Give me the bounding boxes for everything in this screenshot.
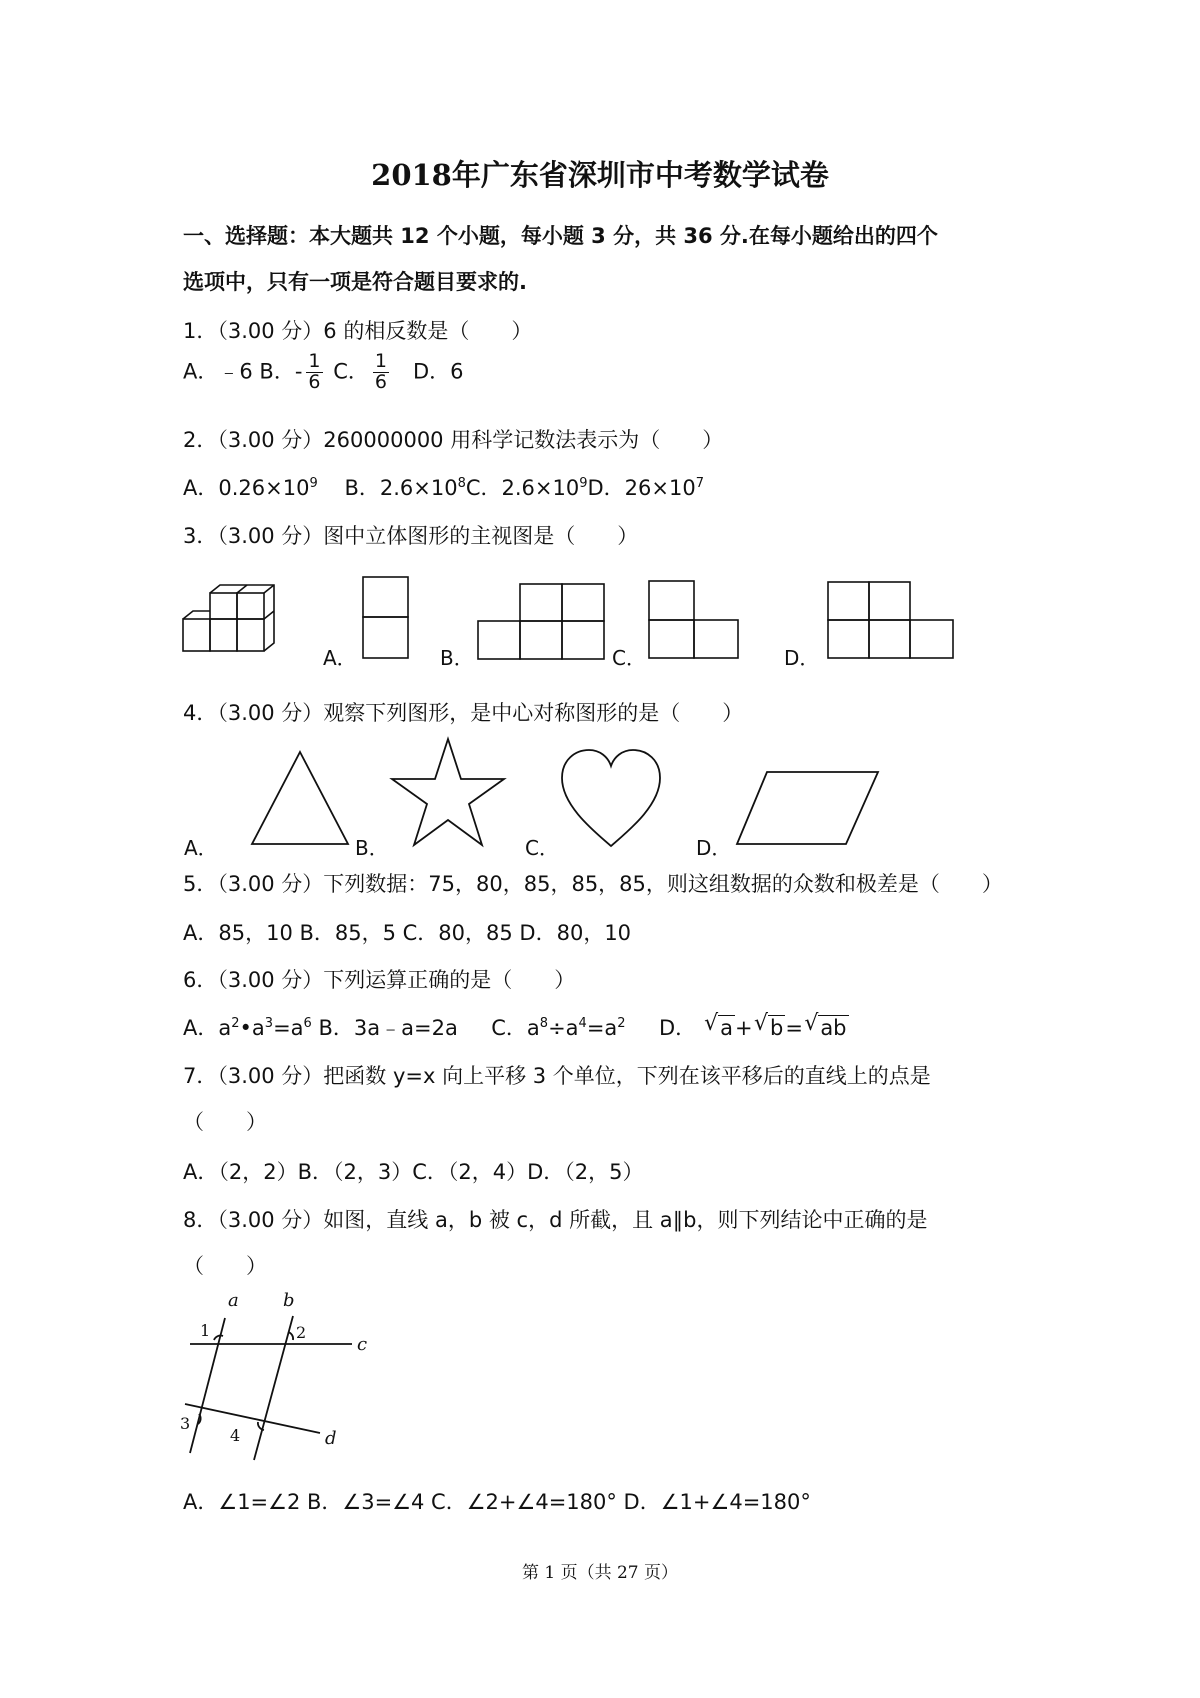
q8-stem: 8．（3.00 分）如图，直线 a，b 被 c，d 所截，且 a∥b，则下列结论中正确的是 — [183, 1208, 928, 1232]
q2-options — [183, 472, 704, 502]
q7-stem-cont: （ ） — [183, 1110, 267, 1134]
q6-c-part3: =a — [586, 1016, 618, 1040]
q2-stem: 2．（3.00 分）260000000 用科学记数法表示为（ ） — [183, 428, 724, 452]
q6-d-sqrt-b: √ b — [768, 1015, 785, 1040]
q1-option-b-fraction — [306, 352, 322, 393]
q3-option-d-label: D． — [784, 646, 820, 670]
q6-c-part1: C．a — [491, 1016, 540, 1040]
q2-option-b: B．2.6×10 — [344, 476, 458, 500]
q8-label-d: d — [325, 1428, 337, 1449]
q1-stem: 1．（3.00 分）6 的相反数是（ ） — [183, 319, 533, 343]
q8-stem-cont: （ ） — [183, 1254, 267, 1278]
q1-option-c-label: C． — [333, 359, 369, 384]
q1-option-a: A．﹣6 — [183, 359, 253, 384]
q8-line-b — [254, 1316, 293, 1460]
q4-heart-figure — [560, 748, 662, 848]
q1-option-d: D．6 — [413, 359, 464, 384]
q1-option-c-fraction — [373, 352, 389, 393]
q3-stem: 3．（3.00 分）图中立体图形的主视图是（ ） — [183, 524, 639, 548]
q6-a-part2: •a — [239, 1016, 265, 1040]
q2-option-a: A．0.26×10 — [183, 476, 310, 500]
q4-option-c-label: C． — [525, 836, 559, 860]
q1-options — [183, 352, 464, 393]
q6-option-c — [491, 1016, 625, 1040]
q1-b-denominator: 6 — [308, 370, 321, 393]
q2-option-d: D．26×10 — [587, 476, 696, 500]
q1-option-b-sign: - — [294, 359, 303, 384]
q6-d-label: D． — [658, 1016, 697, 1040]
q6-a-part1: A．a — [183, 1016, 232, 1040]
q4-option-b-label: B． — [355, 836, 389, 860]
q6-c-exp3: 2 — [617, 1016, 626, 1031]
q7-options: A．（2，2）B．（2，3）C．（2，4）D．（2，5） — [183, 1160, 644, 1184]
q6-option-a — [183, 1016, 312, 1040]
q4-triangle-figure — [250, 750, 350, 846]
q2-a-exponent: 9 — [309, 476, 318, 491]
q8-angle-2: 2 — [296, 1323, 307, 1342]
q3-option-d-figure — [827, 581, 955, 661]
q4-star-figure — [390, 737, 506, 847]
q3-solid-figure — [183, 585, 293, 655]
q3-option-c-label: C． — [612, 646, 646, 670]
q3-option-a-label: A． — [323, 646, 357, 670]
section-heading-line2: 选项中，只有一项是符合题目要求的. — [183, 270, 527, 294]
q4-parallelogram-figure — [735, 770, 880, 846]
page-title: 2018年广东省深圳市中考数学试卷 — [371, 158, 829, 192]
q8-angle-4: 4 — [230, 1426, 241, 1445]
q5-stem: 5．（3.00 分）下列数据：75，80，85，85，85，则这组数据的众数和极差是（ ） — [183, 872, 1003, 896]
q6-d-sqrt-a: √ a — [718, 1015, 735, 1040]
q6-option-b: B．3a﹣a=2a — [318, 1016, 458, 1040]
q8-label-a: a — [228, 1290, 239, 1311]
q4-option-d-label: D． — [696, 836, 732, 860]
q6-option-d — [659, 1016, 849, 1040]
q8-figure — [180, 1288, 370, 1463]
q8-angle-3: 3 — [180, 1414, 191, 1433]
q6-d-plus: + — [735, 1016, 753, 1040]
q6-c-exp2: 4 — [578, 1016, 587, 1031]
q3-option-c-figure — [648, 580, 740, 660]
q1-option-b-label: B． — [259, 359, 295, 384]
q5-options: A．85，10 B．85，5 C．80，85 D．80，10 — [183, 921, 632, 945]
q1-b-numerator: 1 — [308, 350, 321, 372]
q6-d-equals: = — [785, 1016, 803, 1040]
q6-c-part2: ÷a — [548, 1016, 579, 1040]
q8-line-d — [185, 1404, 320, 1433]
q1-c-denominator: 6 — [374, 370, 387, 393]
q2-b-exponent: 8 — [457, 476, 466, 491]
page-footer: 第 1 页（共 27 页） — [521, 1563, 679, 1583]
q4-option-a-label: A． — [184, 836, 218, 860]
q2-option-c: C．2.6×10 — [465, 476, 580, 500]
q8-label-b: b — [283, 1290, 295, 1311]
q6-a-part3: =a — [273, 1016, 304, 1040]
q3-option-b-label: B． — [440, 646, 474, 670]
q6-a-exp3: 6 — [303, 1016, 312, 1031]
q6-c-exp1: 8 — [539, 1016, 549, 1031]
q6-d-sqrt-ab: √ ab — [818, 1015, 848, 1040]
q2-c-exponent: 9 — [579, 476, 588, 491]
q6-a-exp1: 2 — [231, 1016, 240, 1031]
q8-label-c: c — [357, 1334, 368, 1355]
q3-option-b-figure — [477, 583, 605, 661]
q8-options: A．∠1=∠2 B．∠3=∠4 C．∠2+∠4=180° D．∠1+∠4=180° — [183, 1490, 811, 1514]
q4-stem: 4．（3.00 分）观察下列图形，是中心对称图形的是（ ） — [183, 701, 744, 725]
section-heading-line1: 一、选择题：本大题共 12 个小题，每小题 3 分，共 36 分.在每小题给出的四个 — [183, 224, 938, 248]
q6-stem: 6．（3.00 分）下列运算正确的是（ ） — [183, 968, 576, 992]
q8-angle-1: 1 — [200, 1321, 211, 1340]
q7-stem: 7．（3.00 分）把函数 y=x 向上平移 3 个单位，下列在该平移后的直线上的点是 — [183, 1064, 931, 1088]
q2-d-exponent: 7 — [695, 476, 705, 491]
q6-options — [183, 1012, 849, 1042]
q3-option-a-figure — [362, 576, 410, 660]
q6-a-exp2: 3 — [264, 1016, 274, 1031]
q1-c-numerator: 1 — [374, 350, 387, 372]
